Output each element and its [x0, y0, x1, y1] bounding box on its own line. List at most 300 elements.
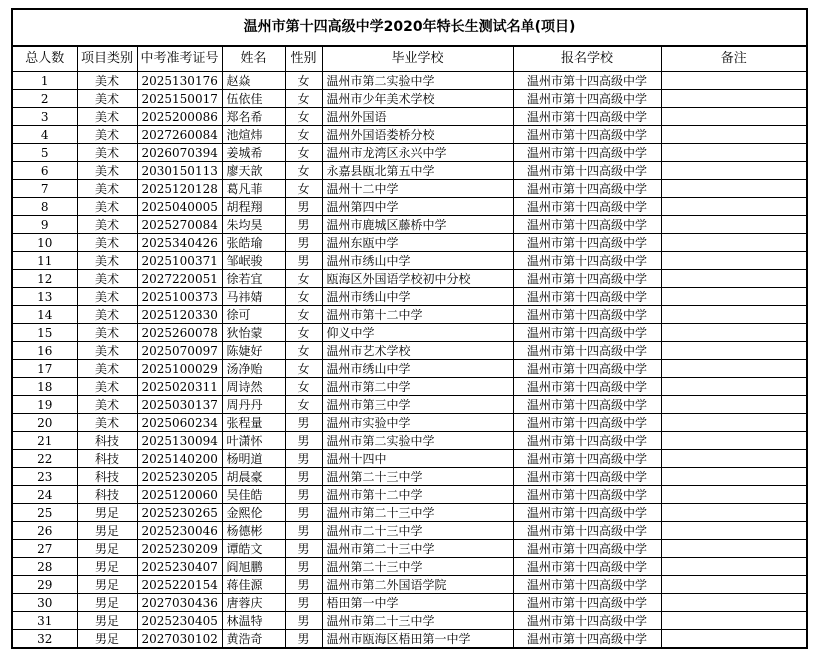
cell-name: 林温特 [222, 612, 285, 630]
cell-category: 美术 [77, 234, 137, 252]
cell-total-number: 2 [13, 90, 77, 108]
table-row [13, 504, 806, 522]
cell-exam-id: 2025030137 [137, 396, 222, 414]
cell-name: 张程量 [222, 414, 285, 432]
cell-graduating-school: 温州外国语 [322, 108, 513, 126]
cell-exam-id: 2025120060 [137, 486, 222, 504]
cell-gender: 男 [285, 630, 322, 648]
cell-exam-id: 2025130094 [137, 432, 222, 450]
cell-category: 美术 [77, 144, 137, 162]
cell-total-number: 5 [13, 144, 77, 162]
cell-total-number: 14 [13, 306, 77, 324]
cell-total-number: 32 [13, 630, 77, 648]
table-row [13, 540, 806, 558]
cell-remarks [661, 360, 806, 378]
cell-exam-id: 2025140200 [137, 450, 222, 468]
cell-category: 美术 [77, 270, 137, 288]
cell-name: 徐可 [222, 306, 285, 324]
cell-category: 男足 [77, 576, 137, 594]
cell-name: 黄浩奇 [222, 630, 285, 648]
cell-remarks [661, 540, 806, 558]
cell-gender: 女 [285, 306, 322, 324]
cell-applied-school: 温州市第十四高级中学 [513, 558, 661, 576]
cell-category: 美术 [77, 396, 137, 414]
header-cell-remarks: 备注 [661, 47, 806, 72]
cell-remarks [661, 486, 806, 504]
cell-graduating-school: 温州第二十三中学 [322, 558, 513, 576]
cell-graduating-school: 温州十二中学 [322, 180, 513, 198]
header-cell-gender: 性别 [285, 47, 322, 72]
cell-remarks [661, 324, 806, 342]
cell-gender: 女 [285, 342, 322, 360]
cell-category: 美术 [77, 216, 137, 234]
cell-gender: 男 [285, 612, 322, 630]
cell-graduating-school: 温州市绣山中学 [322, 288, 513, 306]
table-row [13, 306, 806, 324]
cell-exam-id: 2025230209 [137, 540, 222, 558]
cell-applied-school: 温州市第十四高级中学 [513, 414, 661, 432]
cell-graduating-school: 梧田第一中学 [322, 594, 513, 612]
cell-name: 金熙伦 [222, 504, 285, 522]
header-row [13, 47, 806, 72]
cell-graduating-school: 温州市第二十三中学 [322, 612, 513, 630]
table-row [13, 270, 806, 288]
table-row [13, 576, 806, 594]
cell-category: 男足 [77, 612, 137, 630]
cell-gender: 男 [285, 486, 322, 504]
cell-name: 徐若宜 [222, 270, 285, 288]
cell-total-number: 9 [13, 216, 77, 234]
header-cell-exam-id: 中考准考证号 [137, 47, 222, 72]
cell-exam-id: 2025200086 [137, 108, 222, 126]
table-row [13, 522, 806, 540]
cell-total-number: 8 [13, 198, 77, 216]
cell-remarks [661, 414, 806, 432]
cell-name: 郑名希 [222, 108, 285, 126]
cell-total-number: 23 [13, 468, 77, 486]
cell-name: 杨明道 [222, 450, 285, 468]
cell-name: 朱均昊 [222, 216, 285, 234]
cell-category: 美术 [77, 90, 137, 108]
table-row [13, 144, 806, 162]
table-row [13, 162, 806, 180]
cell-graduating-school: 温州市绣山中学 [322, 252, 513, 270]
cell-name: 周丹丹 [222, 396, 285, 414]
cell-name: 汤净贻 [222, 360, 285, 378]
cell-total-number: 19 [13, 396, 77, 414]
cell-applied-school: 温州市第十四高级中学 [513, 468, 661, 486]
cell-remarks [661, 198, 806, 216]
cell-name: 阎旭鹏 [222, 558, 285, 576]
table-row [13, 252, 806, 270]
cell-exam-id: 2025100373 [137, 288, 222, 306]
cell-gender: 男 [285, 216, 322, 234]
cell-applied-school: 温州市第十四高级中学 [513, 126, 661, 144]
cell-graduating-school: 温州市龙湾区永兴中学 [322, 144, 513, 162]
cell-applied-school: 温州市第十四高级中学 [513, 162, 661, 180]
cell-remarks [661, 612, 806, 630]
roster-table [13, 46, 806, 647]
cell-applied-school: 温州市第十四高级中学 [513, 216, 661, 234]
cell-remarks [661, 504, 806, 522]
cell-graduating-school: 温州市二十三中学 [322, 522, 513, 540]
cell-applied-school: 温州市第十四高级中学 [513, 270, 661, 288]
cell-total-number: 29 [13, 576, 77, 594]
header-cell-graduating-school: 毕业学校 [322, 47, 513, 72]
cell-name: 葛凡菲 [222, 180, 285, 198]
cell-graduating-school: 温州外国语娄桥分校 [322, 126, 513, 144]
cell-graduating-school: 瓯海区外国语学校初中分校 [322, 270, 513, 288]
cell-total-number: 24 [13, 486, 77, 504]
cell-category: 美术 [77, 414, 137, 432]
table-row [13, 234, 806, 252]
cell-exam-id: 2025120128 [137, 180, 222, 198]
cell-gender: 女 [285, 144, 322, 162]
cell-gender: 男 [285, 576, 322, 594]
cell-name: 吴佳皓 [222, 486, 285, 504]
cell-graduating-school: 温州市第二外国语学院 [322, 576, 513, 594]
header-cell-applied-school: 报名学校 [513, 47, 661, 72]
cell-total-number: 21 [13, 432, 77, 450]
cell-graduating-school: 温州市第二中学 [322, 378, 513, 396]
cell-name: 蒋佳源 [222, 576, 285, 594]
cell-remarks [661, 594, 806, 612]
cell-remarks [661, 288, 806, 306]
cell-gender: 女 [285, 396, 322, 414]
cell-total-number: 6 [13, 162, 77, 180]
cell-remarks [661, 108, 806, 126]
cell-total-number: 17 [13, 360, 77, 378]
table-row [13, 450, 806, 468]
cell-gender: 女 [285, 180, 322, 198]
cell-exam-id: 2027260084 [137, 126, 222, 144]
cell-applied-school: 温州市第十四高级中学 [513, 360, 661, 378]
cell-applied-school: 温州市第十四高级中学 [513, 450, 661, 468]
cell-graduating-school: 温州第四中学 [322, 198, 513, 216]
cell-category: 科技 [77, 432, 137, 450]
table-row [13, 126, 806, 144]
cell-graduating-school: 温州第二十三中学 [322, 468, 513, 486]
cell-total-number: 30 [13, 594, 77, 612]
cell-exam-id: 2025230265 [137, 504, 222, 522]
cell-total-number: 12 [13, 270, 77, 288]
cell-remarks [661, 306, 806, 324]
cell-gender: 女 [285, 108, 322, 126]
cell-name: 池煊炜 [222, 126, 285, 144]
cell-remarks [661, 432, 806, 450]
cell-name: 周诗然 [222, 378, 285, 396]
cell-graduating-school: 温州市实验中学 [322, 414, 513, 432]
cell-total-number: 4 [13, 126, 77, 144]
cell-applied-school: 温州市第十四高级中学 [513, 486, 661, 504]
cell-category: 男足 [77, 594, 137, 612]
cell-category: 美术 [77, 252, 137, 270]
cell-remarks [661, 162, 806, 180]
cell-name: 胡程翔 [222, 198, 285, 216]
cell-total-number: 28 [13, 558, 77, 576]
cell-category: 美术 [77, 180, 137, 198]
table-row [13, 594, 806, 612]
cell-exam-id: 2025060234 [137, 414, 222, 432]
cell-exam-id: 2025230205 [137, 468, 222, 486]
cell-gender: 女 [285, 288, 322, 306]
cell-name: 邹岷骏 [222, 252, 285, 270]
cell-graduating-school: 温州市绣山中学 [322, 360, 513, 378]
cell-category: 男足 [77, 558, 137, 576]
cell-applied-school: 温州市第十四高级中学 [513, 630, 661, 648]
cell-exam-id: 2025230046 [137, 522, 222, 540]
cell-remarks [661, 450, 806, 468]
cell-graduating-school: 温州东瓯中学 [322, 234, 513, 252]
cell-remarks [661, 396, 806, 414]
cell-category: 男足 [77, 630, 137, 648]
cell-exam-id: 2025230405 [137, 612, 222, 630]
table-row [13, 468, 806, 486]
cell-gender: 男 [285, 432, 322, 450]
cell-gender: 男 [285, 468, 322, 486]
cell-gender: 女 [285, 360, 322, 378]
cell-name: 伍依佳 [222, 90, 285, 108]
cell-gender: 女 [285, 90, 322, 108]
cell-exam-id: 2025020311 [137, 378, 222, 396]
document-title: 温州市第十四高级中学2020年特长生测试名单(项目) [13, 10, 806, 46]
cell-gender: 男 [285, 558, 322, 576]
cell-graduating-school: 温州市第十二中学 [322, 486, 513, 504]
cell-category: 科技 [77, 486, 137, 504]
cell-gender: 男 [285, 234, 322, 252]
cell-total-number: 16 [13, 342, 77, 360]
cell-applied-school: 温州市第十四高级中学 [513, 198, 661, 216]
cell-gender: 女 [285, 324, 322, 342]
cell-applied-school: 温州市第十四高级中学 [513, 396, 661, 414]
cell-category: 男足 [77, 540, 137, 558]
cell-total-number: 1 [13, 72, 77, 90]
cell-exam-id: 2025070097 [137, 342, 222, 360]
header-cell-name: 姓名 [222, 47, 285, 72]
cell-gender: 女 [285, 72, 322, 90]
cell-exam-id: 2025120330 [137, 306, 222, 324]
cell-name: 陈婕好 [222, 342, 285, 360]
cell-applied-school: 温州市第十四高级中学 [513, 324, 661, 342]
cell-exam-id: 2025230407 [137, 558, 222, 576]
roster-body [13, 72, 806, 648]
cell-graduating-school: 温州市第十二中学 [322, 306, 513, 324]
cell-graduating-school: 温州市第二实验中学 [322, 432, 513, 450]
cell-remarks [661, 252, 806, 270]
cell-remarks [661, 234, 806, 252]
cell-name: 谭皓文 [222, 540, 285, 558]
cell-name: 廖天歆 [222, 162, 285, 180]
cell-remarks [661, 144, 806, 162]
cell-total-number: 7 [13, 180, 77, 198]
table-row [13, 108, 806, 126]
cell-category: 男足 [77, 504, 137, 522]
cell-gender: 男 [285, 522, 322, 540]
cell-gender: 男 [285, 540, 322, 558]
cell-category: 美术 [77, 342, 137, 360]
cell-category: 美术 [77, 378, 137, 396]
cell-graduating-school: 温州市第三中学 [322, 396, 513, 414]
cell-remarks [661, 630, 806, 648]
cell-exam-id: 2025260078 [137, 324, 222, 342]
cell-name: 赵焱 [222, 72, 285, 90]
cell-exam-id: 2027220051 [137, 270, 222, 288]
cell-exam-id: 2025270084 [137, 216, 222, 234]
cell-gender: 女 [285, 270, 322, 288]
cell-remarks [661, 216, 806, 234]
cell-applied-school: 温州市第十四高级中学 [513, 234, 661, 252]
cell-remarks [661, 378, 806, 396]
table-row [13, 90, 806, 108]
cell-graduating-school: 温州市第二十三中学 [322, 540, 513, 558]
table-row [13, 630, 806, 648]
cell-graduating-school: 永嘉县瓯北第五中学 [322, 162, 513, 180]
table-row [13, 414, 806, 432]
cell-applied-school: 温州市第十四高级中学 [513, 180, 661, 198]
cell-applied-school: 温州市第十四高级中学 [513, 144, 661, 162]
cell-exam-id: 2025100029 [137, 360, 222, 378]
table-row [13, 612, 806, 630]
table-row [13, 72, 806, 90]
cell-exam-id: 2027030102 [137, 630, 222, 648]
cell-category: 美术 [77, 306, 137, 324]
cell-name: 狄怡蒙 [222, 324, 285, 342]
cell-exam-id: 2027030436 [137, 594, 222, 612]
table-row [13, 180, 806, 198]
cell-remarks [661, 576, 806, 594]
cell-category: 美术 [77, 360, 137, 378]
cell-applied-school: 温州市第十四高级中学 [513, 594, 661, 612]
cell-applied-school: 温州市第十四高级中学 [513, 288, 661, 306]
cell-total-number: 18 [13, 378, 77, 396]
cell-gender: 男 [285, 414, 322, 432]
cell-applied-school: 温州市第十四高级中学 [513, 90, 661, 108]
cell-applied-school: 温州市第十四高级中学 [513, 576, 661, 594]
cell-graduating-school: 温州市第二十三中学 [322, 504, 513, 522]
cell-category: 美术 [77, 108, 137, 126]
cell-applied-school: 温州市第十四高级中学 [513, 378, 661, 396]
header-cell-total: 总人数 [13, 47, 77, 72]
cell-remarks [661, 468, 806, 486]
cell-exam-id: 2025340426 [137, 234, 222, 252]
cell-applied-school: 温州市第十四高级中学 [513, 108, 661, 126]
cell-applied-school: 温州市第十四高级中学 [513, 612, 661, 630]
cell-total-number: 3 [13, 108, 77, 126]
cell-category: 科技 [77, 450, 137, 468]
cell-exam-id: 2030150113 [137, 162, 222, 180]
cell-exam-id: 2025040005 [137, 198, 222, 216]
cell-applied-school: 温州市第十四高级中学 [513, 72, 661, 90]
cell-graduating-school: 温州市艺术学校 [322, 342, 513, 360]
table-row [13, 558, 806, 576]
cell-remarks [661, 342, 806, 360]
table-row [13, 216, 806, 234]
cell-total-number: 13 [13, 288, 77, 306]
cell-remarks [661, 270, 806, 288]
cell-total-number: 27 [13, 540, 77, 558]
table-row [13, 396, 806, 414]
cell-name: 叶潇怀 [222, 432, 285, 450]
cell-remarks [661, 558, 806, 576]
cell-category: 美术 [77, 198, 137, 216]
cell-name: 杨德彬 [222, 522, 285, 540]
cell-exam-id: 2025130176 [137, 72, 222, 90]
cell-graduating-school: 仰义中学 [322, 324, 513, 342]
cell-exam-id: 2025220154 [137, 576, 222, 594]
cell-graduating-school: 温州十四中 [322, 450, 513, 468]
cell-gender: 女 [285, 162, 322, 180]
cell-graduating-school: 温州市鹿城区藤桥中学 [322, 216, 513, 234]
cell-remarks [661, 180, 806, 198]
cell-category: 科技 [77, 468, 137, 486]
cell-gender: 男 [285, 198, 322, 216]
cell-total-number: 25 [13, 504, 77, 522]
cell-gender: 男 [285, 450, 322, 468]
table-row [13, 432, 806, 450]
cell-total-number: 22 [13, 450, 77, 468]
cell-applied-school: 温州市第十四高级中学 [513, 432, 661, 450]
cell-exam-id: 2026070394 [137, 144, 222, 162]
table-row [13, 288, 806, 306]
cell-name: 姜城希 [222, 144, 285, 162]
cell-applied-school: 温州市第十四高级中学 [513, 522, 661, 540]
cell-graduating-school: 温州市少年美术学校 [322, 90, 513, 108]
table-row [13, 378, 806, 396]
cell-remarks [661, 126, 806, 144]
cell-category: 男足 [77, 522, 137, 540]
cell-category: 美术 [77, 162, 137, 180]
table-row [13, 324, 806, 342]
cell-applied-school: 温州市第十四高级中学 [513, 342, 661, 360]
cell-name: 唐蓉庆 [222, 594, 285, 612]
cell-gender: 女 [285, 378, 322, 396]
cell-category: 美术 [77, 324, 137, 342]
cell-gender: 女 [285, 126, 322, 144]
cell-gender: 男 [285, 504, 322, 522]
roster-sheet [11, 8, 808, 649]
cell-total-number: 10 [13, 234, 77, 252]
cell-name: 马祎婧 [222, 288, 285, 306]
cell-total-number: 31 [13, 612, 77, 630]
cell-exam-id: 2025150017 [137, 90, 222, 108]
cell-remarks [661, 90, 806, 108]
table-row [13, 342, 806, 360]
table-row [13, 486, 806, 504]
cell-graduating-school: 温州市第二实验中学 [322, 72, 513, 90]
cell-total-number: 15 [13, 324, 77, 342]
cell-category: 美术 [77, 288, 137, 306]
cell-total-number: 20 [13, 414, 77, 432]
header-cell-category: 项目类别 [77, 47, 137, 72]
cell-exam-id: 2025100371 [137, 252, 222, 270]
table-row [13, 360, 806, 378]
cell-name: 张皓瑜 [222, 234, 285, 252]
cell-applied-school: 温州市第十四高级中学 [513, 252, 661, 270]
cell-total-number: 26 [13, 522, 77, 540]
cell-graduating-school: 温州市瓯海区梧田第一中学 [322, 630, 513, 648]
cell-applied-school: 温州市第十四高级中学 [513, 504, 661, 522]
cell-remarks [661, 522, 806, 540]
table-row [13, 198, 806, 216]
cell-category: 美术 [77, 72, 137, 90]
cell-gender: 男 [285, 252, 322, 270]
cell-applied-school: 温州市第十四高级中学 [513, 306, 661, 324]
cell-total-number: 11 [13, 252, 77, 270]
cell-category: 美术 [77, 126, 137, 144]
cell-name: 胡晨豪 [222, 468, 285, 486]
cell-remarks [661, 72, 806, 90]
cell-applied-school: 温州市第十四高级中学 [513, 540, 661, 558]
